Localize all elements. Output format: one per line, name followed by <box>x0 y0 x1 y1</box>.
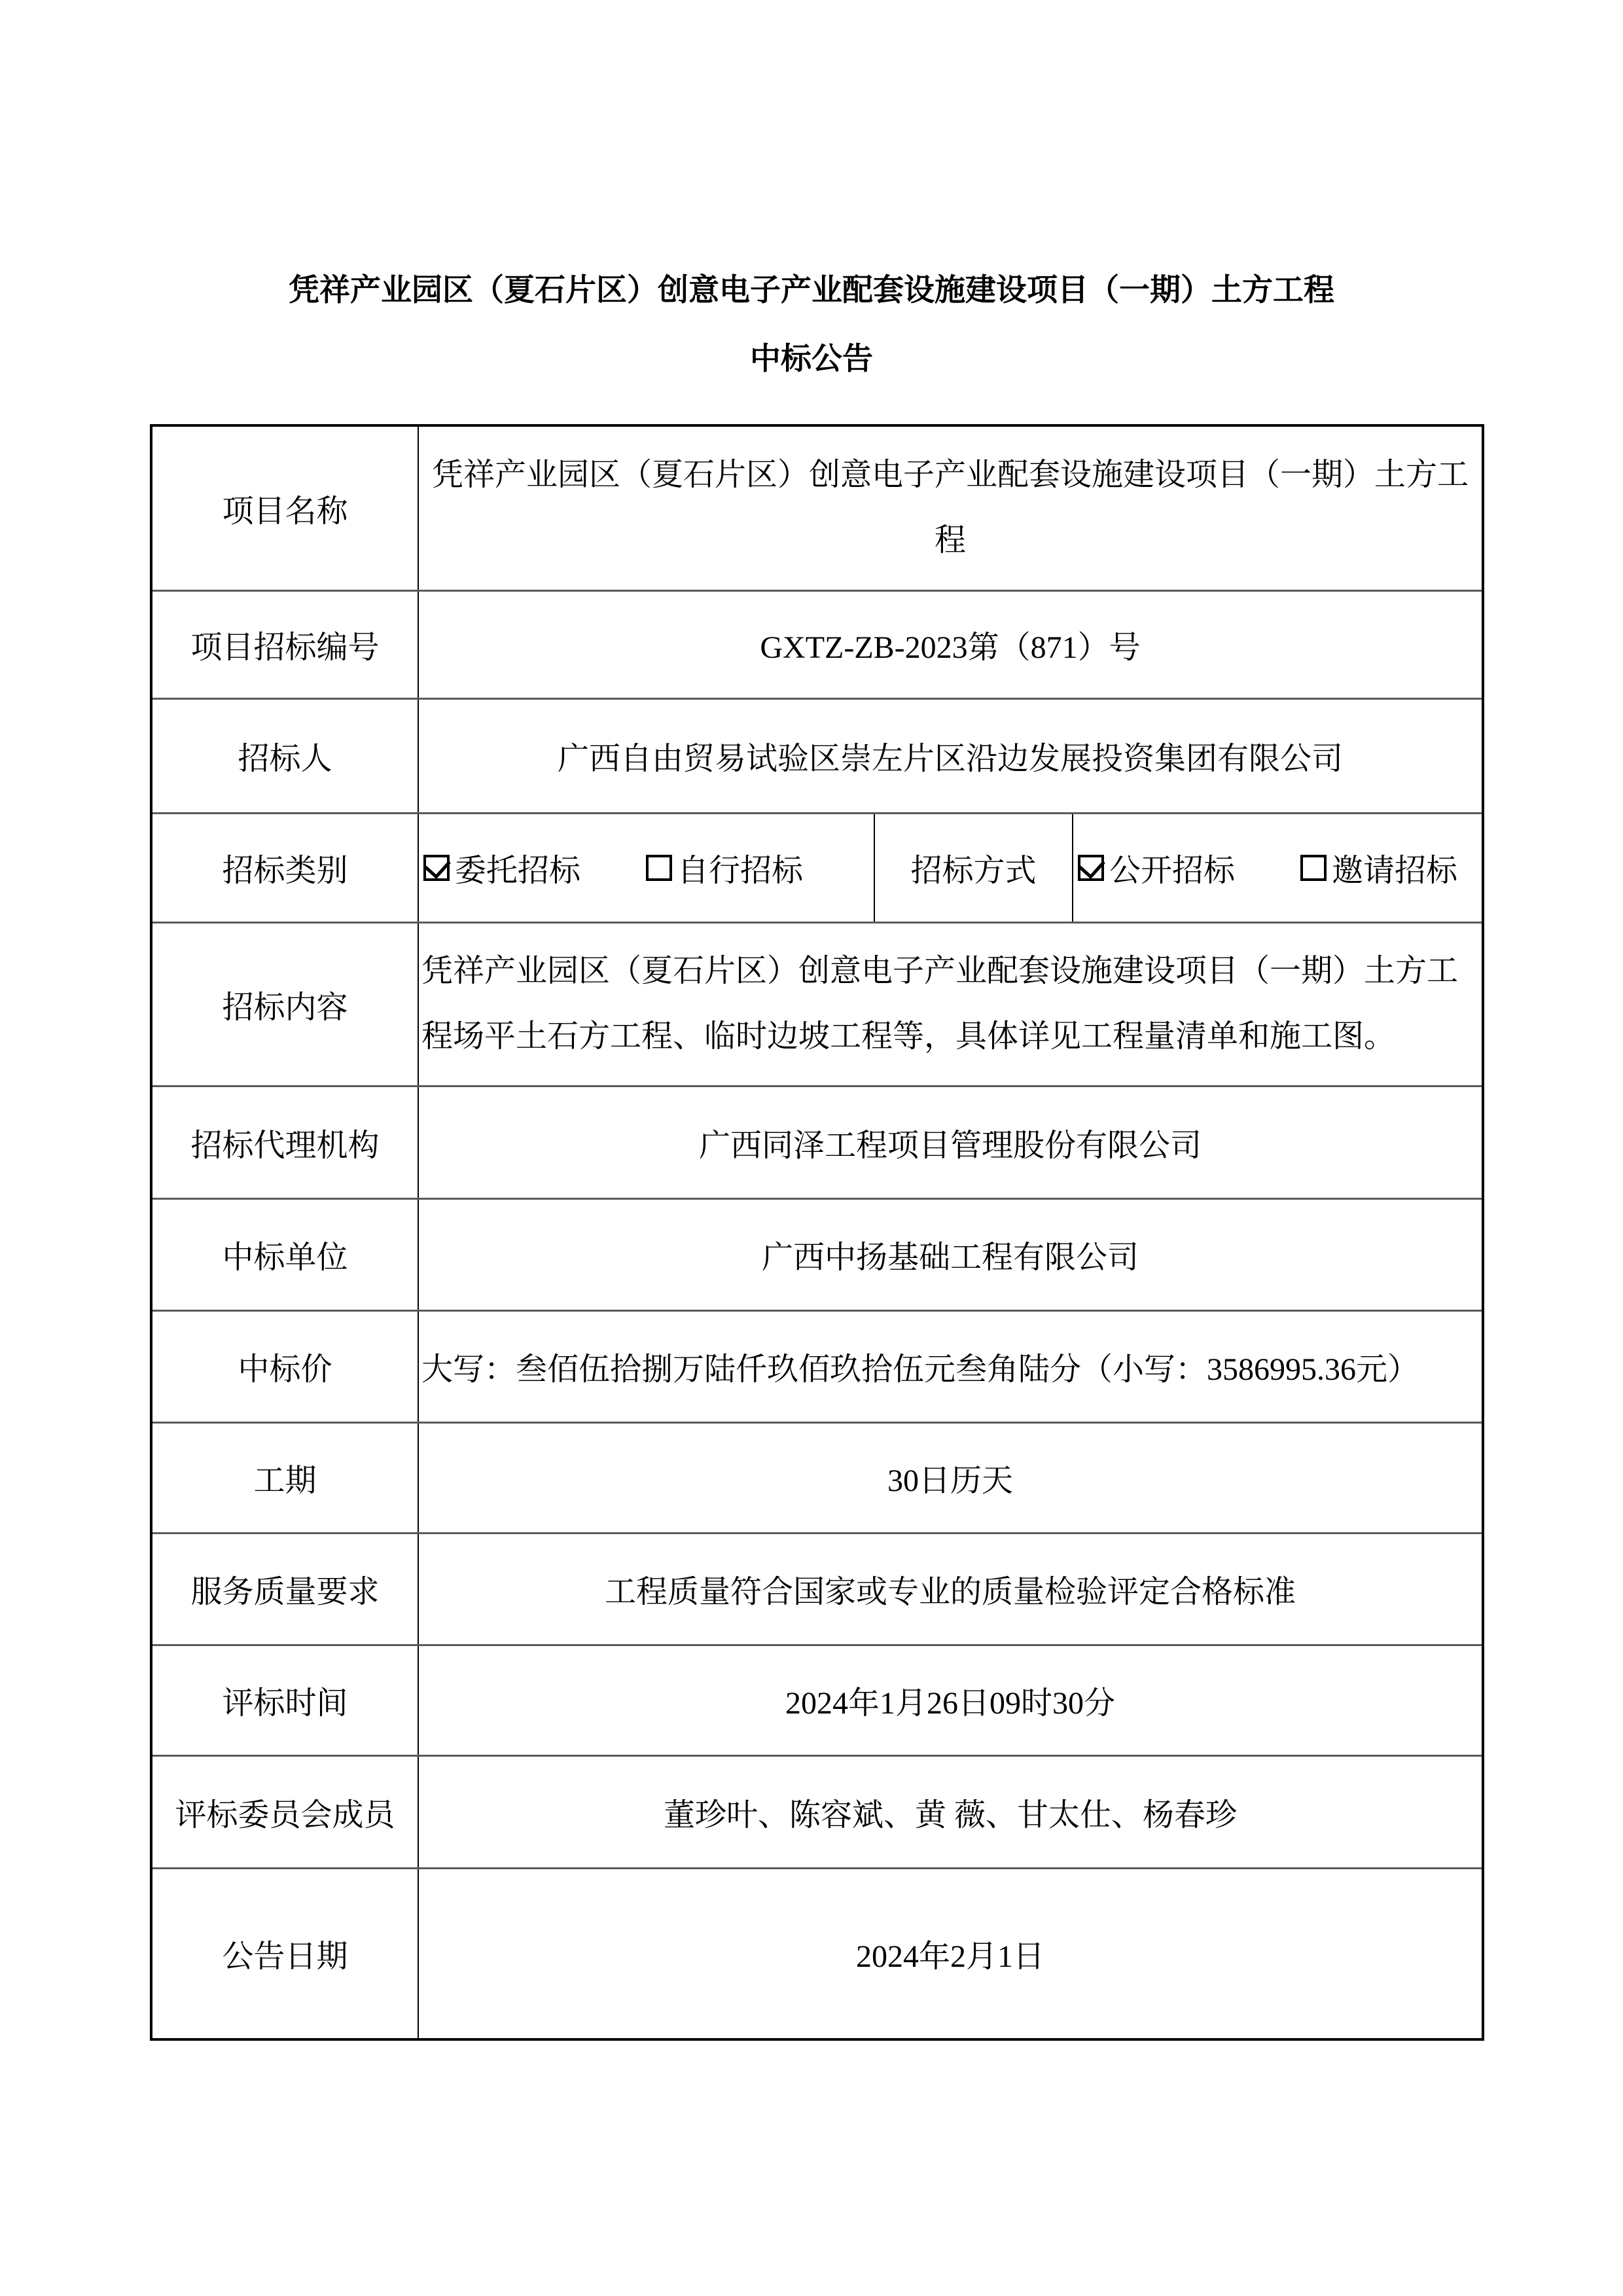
row-value-tender-content: 凭祥产业园区（夏石片区）创意电子产业配套设施建设项目（一期）土方工程场平土石方工程、临时边坡工程等，具体详见工程量清单和施工图。 <box>418 922 1483 1086</box>
checkbox-icon <box>423 855 450 881</box>
checkbox-icon <box>646 855 672 881</box>
table-row <box>151 1868 1483 2039</box>
row-label-winning-price: 中标价 <box>151 1310 418 1422</box>
document-title-line1: 凭祥产业园区（夏石片区）创意电子产业配套设施建设项目（一期）土方工程 <box>289 274 1334 308</box>
row-value-announcement-date: 2024年2月1日 <box>418 1868 1483 2039</box>
row-label-tenderer: 招标人 <box>151 698 418 813</box>
row-value-project-name: 凭祥产业园区（夏石片区）创意电子产业配套设施建设项目（一期）土方工程 <box>418 425 1483 590</box>
checkbox-icon <box>1300 855 1327 881</box>
option-open-tender <box>1078 845 1235 890</box>
checkbox-icon <box>1078 855 1104 881</box>
table-row <box>151 1645 1483 1755</box>
row-label-project-name: 项目名称 <box>151 425 418 590</box>
row-value-tender-number: GXTZ-ZB-2023第（871）号 <box>418 590 1483 698</box>
row-label-bid-method: 招标方式 <box>874 813 1073 922</box>
row-label-winning-bidder: 中标单位 <box>151 1198 418 1310</box>
row-label-tender-number: 项目招标编号 <box>151 590 418 698</box>
row-label-quality-requirement: 服务质量要求 <box>151 1533 418 1645</box>
row-value-winning-price: 大写：叁佰伍拾捌万陆仟玖佰玖拾伍元叁角陆分（小写：3586995.36元） <box>418 1310 1483 1422</box>
row-value-evaluation-committee: 董珍叶、陈容斌、黄 薇、甘太仕、杨春珍 <box>418 1755 1483 1868</box>
row-value-evaluation-time: 2024年1月26日09时30分 <box>418 1645 1483 1755</box>
row-label-evaluation-time: 评标时间 <box>151 1645 418 1755</box>
checkbox-option-label: 自行招标 <box>677 853 804 888</box>
bid-announcement-table <box>150 424 1484 2041</box>
table-row <box>151 1533 1483 1645</box>
row-label-evaluation-committee: 评标委员会成员 <box>151 1755 418 1868</box>
document-title-line2: 中标公告 <box>750 342 873 376</box>
option-invited-tender <box>1300 845 1457 890</box>
table-row <box>151 698 1483 813</box>
row-value-duration: 30日历天 <box>418 1422 1483 1533</box>
row-label-duration: 工期 <box>151 1422 418 1533</box>
option-self-tender <box>646 845 803 890</box>
document-title <box>0 257 1623 394</box>
table-row <box>151 1310 1483 1422</box>
table-row <box>151 1198 1483 1310</box>
checkbox-option-label: 公开招标 <box>1109 853 1236 888</box>
row-value-quality-requirement: 工程质量符合国家或专业的质量检验评定合格标准 <box>418 1533 1483 1645</box>
checkbox-option-label: 邀请招标 <box>1332 853 1458 888</box>
bid-category-options-cell <box>418 813 874 922</box>
table-row <box>151 1422 1483 1533</box>
table-row <box>151 1086 1483 1198</box>
row-label-tender-content: 招标内容 <box>151 922 418 1086</box>
table-row <box>151 590 1483 698</box>
table-row <box>151 922 1483 1086</box>
row-label-tender-agency: 招标代理机构 <box>151 1086 418 1198</box>
row-label-announcement-date: 公告日期 <box>151 1868 418 2039</box>
bid-method-options-cell <box>1073 813 1483 922</box>
row-value-tenderer: 广西自由贸易试验区崇左片区沿边发展投资集团有限公司 <box>418 698 1483 813</box>
option-entrusted-tender <box>423 845 580 890</box>
row-value-tender-agency: 广西同泽工程项目管理股份有限公司 <box>418 1086 1483 1198</box>
row-value-winning-bidder: 广西中扬基础工程有限公司 <box>418 1198 1483 1310</box>
row-label-bid-category: 招标类别 <box>151 813 418 922</box>
checkbox-option-label: 委托招标 <box>455 853 581 888</box>
table-row-bid-category <box>151 813 1483 922</box>
table-row <box>151 425 1483 590</box>
table-row <box>151 1755 1483 1868</box>
